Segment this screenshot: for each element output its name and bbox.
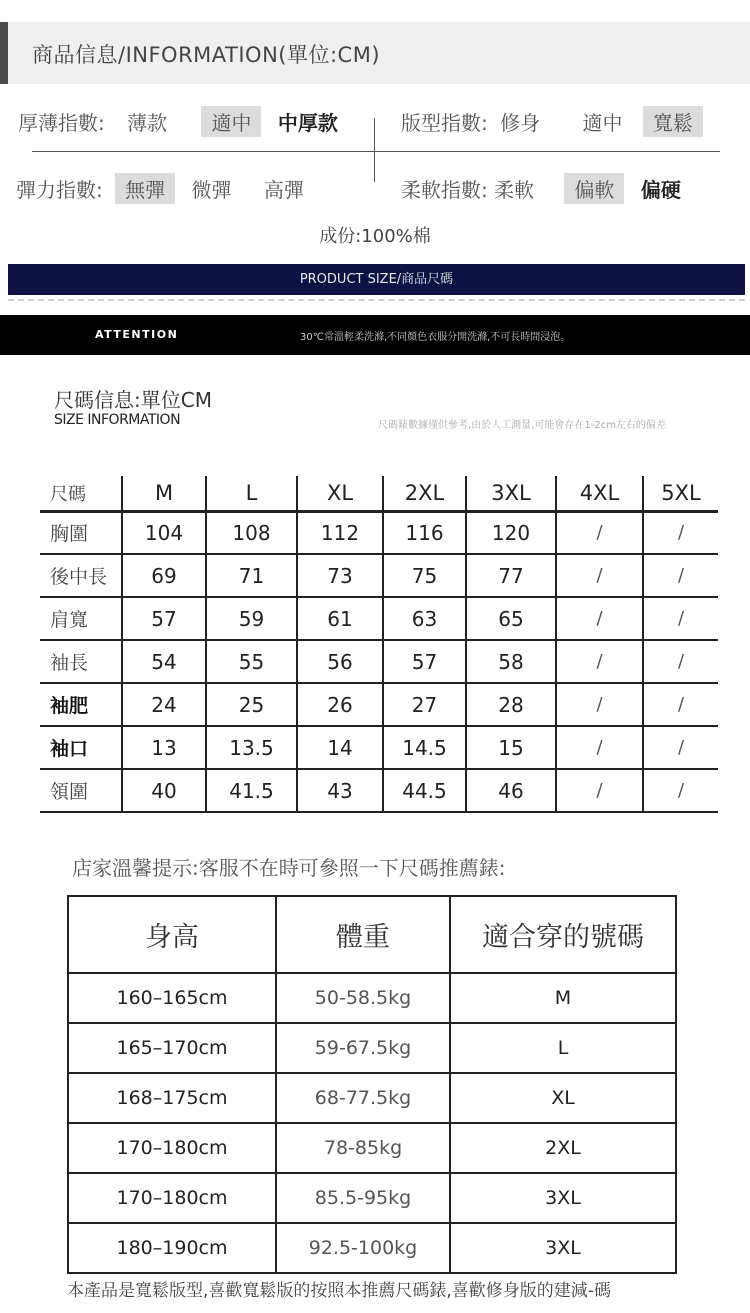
table-cell: / xyxy=(643,640,718,683)
height-cell: 180–190cm xyxy=(68,1223,276,1273)
table-row xyxy=(40,640,718,683)
table-cell: 15 xyxy=(466,726,556,769)
table-cell: 40 xyxy=(122,769,206,812)
recommend-header-cell: 身高 xyxy=(68,896,276,973)
table-cell: 44.5 xyxy=(383,769,466,812)
size-header-cell: 5XL xyxy=(643,476,718,511)
table-cell: 59 xyxy=(206,597,297,640)
fit-option-slim: 修身 xyxy=(500,111,541,135)
weight-cell: 68-77.5kg xyxy=(276,1073,450,1123)
size-header-cell: 尺碼 xyxy=(40,476,122,511)
table-cell: 73 xyxy=(297,554,383,597)
table-row xyxy=(40,726,718,769)
info-header xyxy=(0,22,750,84)
table-cell: / xyxy=(643,597,718,640)
table-cell: / xyxy=(556,640,643,683)
thickness-option-medium: 適中 xyxy=(201,106,261,137)
table-cell: 71 xyxy=(206,554,297,597)
weight-cell: 59-67.5kg xyxy=(276,1023,450,1073)
softness-option-stiff: 偏硬 xyxy=(640,178,681,202)
size-cell: 3XL xyxy=(450,1223,676,1273)
table-cell: 58 xyxy=(466,640,556,683)
table-cell: 43 xyxy=(297,769,383,812)
elasticity-option-none: 無彈 xyxy=(115,173,175,204)
table-cell: 69 xyxy=(122,554,206,597)
thickness-label: 厚薄指數: xyxy=(18,111,105,135)
table-cell: / xyxy=(556,597,643,640)
table-row xyxy=(68,1073,676,1123)
size-table xyxy=(40,476,718,813)
row-label: 袖長 xyxy=(40,640,122,683)
size-header-cell: 4XL xyxy=(556,476,643,511)
table-row xyxy=(68,1173,676,1223)
table-row xyxy=(40,554,718,597)
size-header-cell: 3XL xyxy=(466,476,556,511)
attention-band xyxy=(0,315,750,355)
fit-label: 版型指數: xyxy=(401,111,488,135)
table-row xyxy=(68,1123,676,1173)
thickness-index xyxy=(18,106,348,137)
fit-index xyxy=(401,106,703,137)
table-cell: 56 xyxy=(297,640,383,683)
table-cell: 75 xyxy=(383,554,466,597)
size-header-cell: M xyxy=(122,476,206,511)
table-cell: 24 xyxy=(122,683,206,726)
size-header-cell: L xyxy=(206,476,297,511)
size-cell: XL xyxy=(450,1073,676,1123)
softness-index xyxy=(401,173,691,204)
size-header-cell: XL xyxy=(297,476,383,511)
elasticity-label: 彈力指數: xyxy=(16,178,103,202)
table-cell: 14.5 xyxy=(383,726,466,769)
weight-cell: 92.5-100kg xyxy=(276,1223,450,1273)
weight-cell: 50-58.5kg xyxy=(276,973,450,1023)
size-cell: 2XL xyxy=(450,1123,676,1173)
table-cell: / xyxy=(643,683,718,726)
index-divider-horizontal xyxy=(32,151,720,152)
table-cell: / xyxy=(556,769,643,812)
softness-option-fairly-soft: 偏軟 xyxy=(564,173,624,204)
table-row xyxy=(68,973,676,1023)
recommend-header-row xyxy=(68,896,676,973)
table-cell: / xyxy=(556,554,643,597)
row-label: 胸圍 xyxy=(40,511,122,554)
table-cell: 13 xyxy=(122,726,206,769)
table-cell: / xyxy=(556,726,643,769)
height-cell: 165–170cm xyxy=(68,1023,276,1073)
weight-cell: 85.5-95kg xyxy=(276,1173,450,1223)
table-cell: / xyxy=(556,511,643,554)
attention-title: ATTENTION xyxy=(95,328,179,341)
info-title: 商品信息/INFORMATION(單位:CM) xyxy=(32,43,381,67)
table-cell: 65 xyxy=(466,597,556,640)
size-table-header-row xyxy=(40,476,718,511)
table-cell: 63 xyxy=(383,597,466,640)
table-cell: 28 xyxy=(466,683,556,726)
size-info-note: 尺碼錶數據僅供參考,由於人工測量,可能會存在1-2cm左右的偏差 xyxy=(378,420,666,431)
thickness-option-thin: 薄款 xyxy=(127,111,168,135)
softness-option-soft: 柔軟 xyxy=(494,178,535,202)
table-cell: 55 xyxy=(206,640,297,683)
row-label: 袖口 xyxy=(40,726,122,769)
table-cell: 77 xyxy=(466,554,556,597)
elasticity-option-high: 高彈 xyxy=(263,178,304,202)
table-row xyxy=(68,1223,676,1273)
footer-note: 本產品是寬鬆版型,喜歡寬鬆版的按照本推薦尺碼錶,喜歡修身版的建減-碼 xyxy=(67,1281,611,1301)
table-cell: / xyxy=(643,726,718,769)
weight-cell: 78-85kg xyxy=(276,1123,450,1173)
shop-tip: 店家溫馨提示:客服不在時可參照一下尺碼推薦錶: xyxy=(72,856,506,880)
size-cell: L xyxy=(450,1023,676,1073)
composition-text: 成份:100%棉 xyxy=(319,226,431,247)
table-cell: 26 xyxy=(297,683,383,726)
size-cell: M xyxy=(450,973,676,1023)
table-cell: / xyxy=(643,769,718,812)
height-cell: 168–175cm xyxy=(68,1073,276,1123)
row-label: 領圍 xyxy=(40,769,122,812)
elasticity-index xyxy=(16,173,314,204)
table-cell: 112 xyxy=(297,511,383,554)
table-cell: 61 xyxy=(297,597,383,640)
table-cell: 108 xyxy=(206,511,297,554)
recommend-header-cell: 體重 xyxy=(276,896,450,973)
index-divider-vertical xyxy=(374,118,375,182)
table-cell: 25 xyxy=(206,683,297,726)
table-row xyxy=(40,597,718,640)
dashed-divider xyxy=(8,299,745,302)
table-row xyxy=(68,1023,676,1073)
table-cell: / xyxy=(556,683,643,726)
size-info-subtitle: SIZE INFORMATION xyxy=(54,412,181,428)
table-cell: 54 xyxy=(122,640,206,683)
header-accent-bar xyxy=(0,22,8,84)
height-cell: 170–180cm xyxy=(68,1173,276,1223)
table-cell: 41.5 xyxy=(206,769,297,812)
fit-option-regular: 適中 xyxy=(582,111,623,135)
table-row xyxy=(40,683,718,726)
table-cell: 57 xyxy=(122,597,206,640)
softness-label: 柔軟指數: xyxy=(401,178,488,202)
table-cell: / xyxy=(643,554,718,597)
table-cell: 27 xyxy=(383,683,466,726)
product-size-banner: PRODUCT SIZE/商品尺碼 xyxy=(8,264,745,295)
table-row xyxy=(40,769,718,812)
recommend-header-cell: 適合穿的號碼 xyxy=(450,896,676,973)
table-cell: 116 xyxy=(383,511,466,554)
table-cell: / xyxy=(643,511,718,554)
table-cell: 120 xyxy=(466,511,556,554)
thickness-option-thick: 中厚款 xyxy=(277,111,338,135)
table-row xyxy=(40,511,718,554)
attention-text: 30℃常溫輕柔洗滌,不同顏色衣服分開洗滌,不可長時間浸泡。 xyxy=(300,332,571,343)
table-cell: 57 xyxy=(383,640,466,683)
height-cell: 170–180cm xyxy=(68,1123,276,1173)
size-header-cell: 2XL xyxy=(383,476,466,511)
elasticity-option-slight: 微彈 xyxy=(191,178,232,202)
table-cell: 104 xyxy=(122,511,206,554)
height-cell: 160–165cm xyxy=(68,973,276,1023)
table-cell: 13.5 xyxy=(206,726,297,769)
recommend-table xyxy=(67,895,677,1274)
fit-option-loose: 寬鬆 xyxy=(643,106,703,137)
row-label: 後中長 xyxy=(40,554,122,597)
row-label: 肩寬 xyxy=(40,597,122,640)
table-cell: 46 xyxy=(466,769,556,812)
size-info-title: 尺碼信息:單位CM xyxy=(54,388,212,412)
size-cell: 3XL xyxy=(450,1173,676,1223)
table-cell: 14 xyxy=(297,726,383,769)
row-label: 袖肥 xyxy=(40,683,122,726)
